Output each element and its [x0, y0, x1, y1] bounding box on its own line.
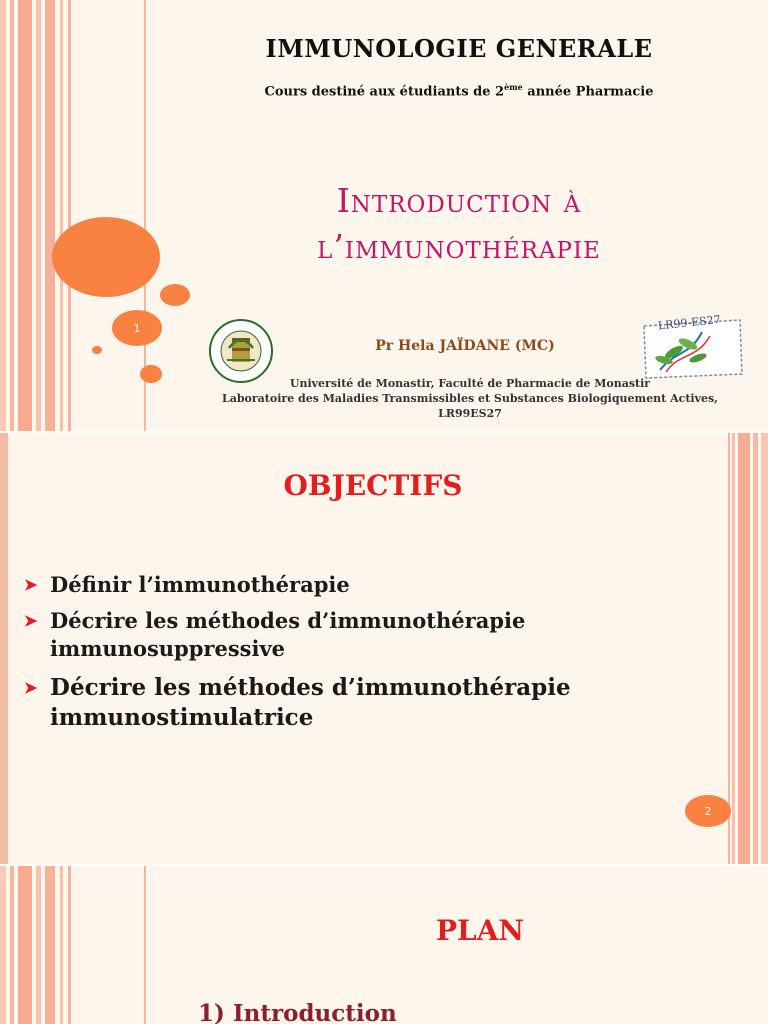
- decorative-circle-tiny: [140, 365, 162, 383]
- subtitle-prefix: Cours destiné aux étudiants de 2: [264, 84, 505, 100]
- arrow-bullet-icon: ➤: [24, 678, 38, 697]
- decorative-stripes-left: [0, 866, 150, 1024]
- slide-number-badge: [685, 795, 731, 827]
- subtitle-suffix: année Pharmacie: [522, 84, 654, 100]
- decorative-stripes-right: [728, 433, 768, 866]
- objective-text-continued: immunosuppressive: [50, 636, 286, 661]
- decorative-stripes-left: [0, 0, 150, 433]
- lr99es27-lab-logo-icon: [640, 312, 746, 382]
- course-subtitle: [150, 82, 768, 99]
- objectives-list: [22, 571, 722, 733]
- affiliation: [200, 376, 740, 421]
- objective-text-continued: immunostimulatrice: [50, 704, 314, 731]
- presentation-title: [150, 178, 768, 270]
- arrow-bullet-icon: ➤: [24, 611, 38, 630]
- affiliation-university: Université de Monastir, Faculté de Pharmacie de Monastir: [289, 377, 651, 390]
- faculty-of-pharmacy-monastir-seal-icon: [205, 318, 277, 384]
- plan-heading: PLAN: [435, 914, 525, 947]
- arrow-bullet-icon: ➤: [24, 575, 38, 594]
- list-item: [22, 673, 722, 733]
- decorative-circle-large: [52, 217, 160, 297]
- course-title: IMMUNOLOGIE GENERALE: [265, 34, 653, 63]
- decorative-dot: [92, 346, 102, 354]
- slide-2: [0, 433, 768, 866]
- decorative-circle-small: [160, 284, 190, 306]
- affiliation-laboratory: Laboratoire des Maladies Transmissibles et Substances Biologiquement Actives, LR99ES27: [221, 392, 718, 420]
- list-item: [22, 571, 722, 599]
- list-item: [22, 607, 722, 663]
- slide-number: 2: [704, 804, 712, 818]
- lab-logo-text: LR99-ES27: [657, 313, 722, 333]
- objectives-heading: OBJECTIFS: [283, 469, 463, 502]
- objective-text: Décrire les méthodes d’immunothérapie: [50, 608, 526, 633]
- subtitle-superscript: ème: [504, 82, 523, 92]
- objective-text: Décrire les méthodes d’immunothérapie: [50, 674, 571, 701]
- objective-text: Définir l’immunothérapie: [50, 572, 350, 597]
- presentation-title-line1: Introduction à: [336, 181, 582, 220]
- plan-item: 1) Introduction: [198, 1000, 397, 1024]
- slide-number: 1: [133, 321, 141, 335]
- presentation-title-line2: l’immunothérapie: [317, 227, 601, 266]
- slide-3: [0, 866, 768, 1024]
- author-name: Pr Hela JAÏDANE (MC): [375, 338, 555, 354]
- slide-number-badge: [112, 310, 162, 346]
- slide-1: [0, 0, 768, 433]
